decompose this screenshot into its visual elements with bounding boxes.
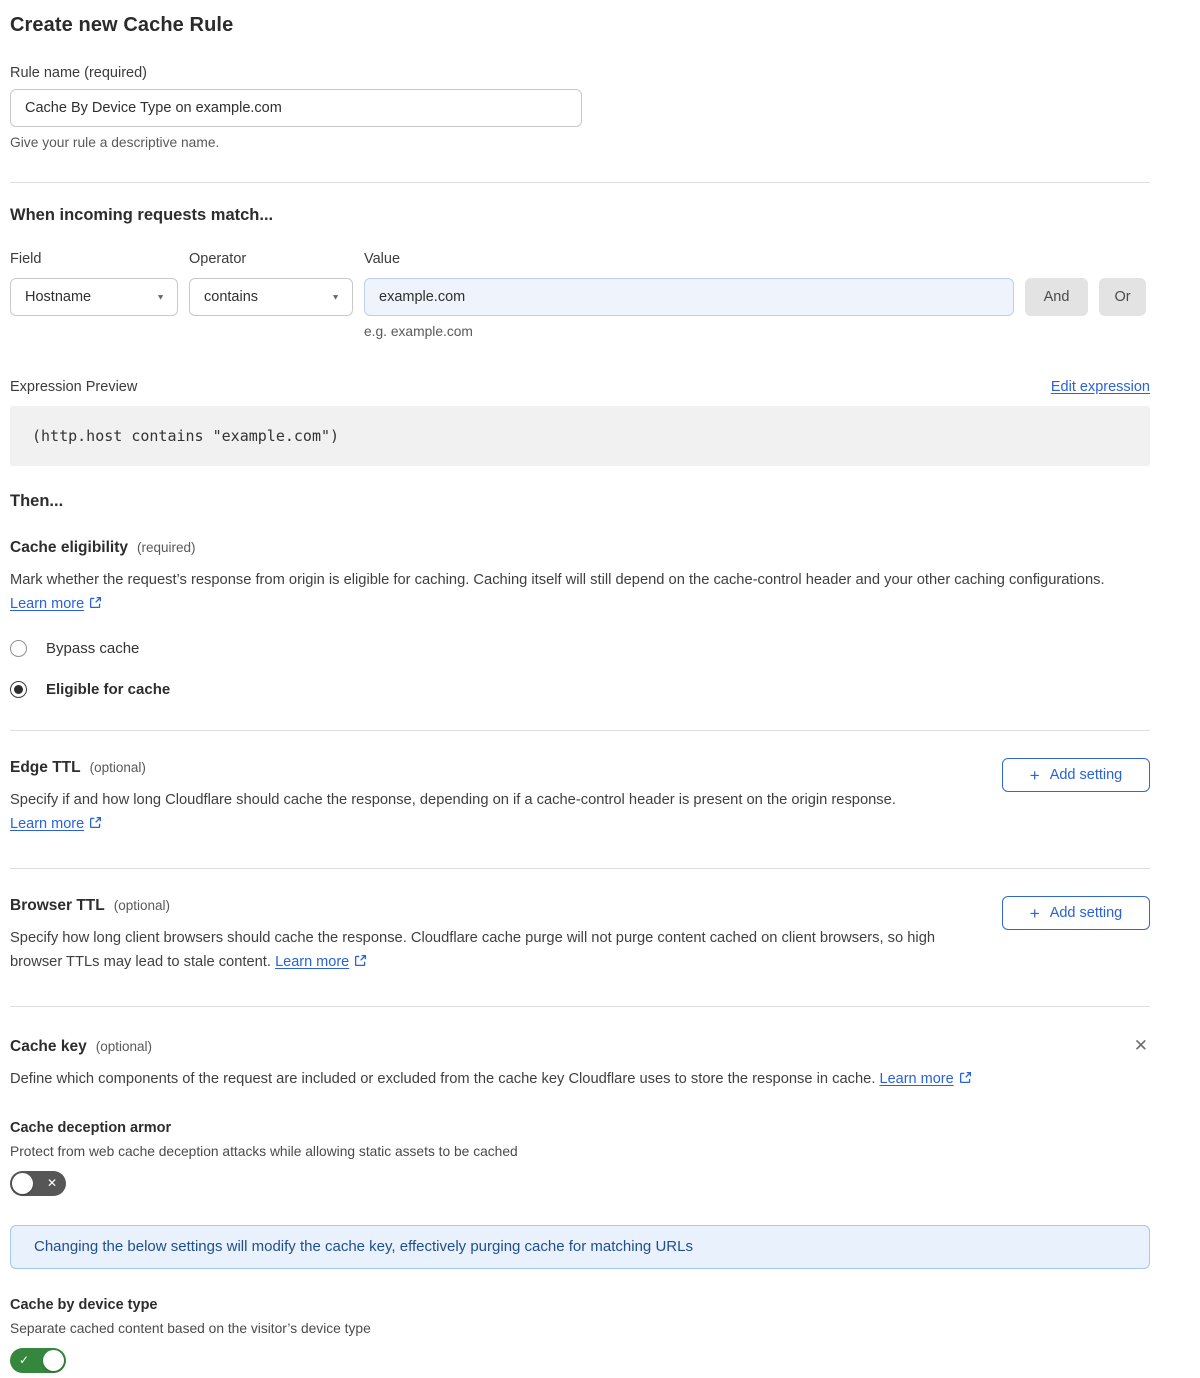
field-select[interactable] [10, 278, 178, 316]
edge-ttl-content [10, 731, 945, 836]
expression-preview-label: Expression Preview [10, 379, 138, 395]
toggle-knob [12, 1173, 33, 1194]
operator-label: Operator [189, 251, 247, 267]
description-text: Specify if and how long Cloudflare should cache the response, depending on if a cache-control header is present on the origin response. [10, 792, 896, 808]
learn-more-label: Learn more [10, 815, 85, 832]
edge-ttl-title: Edge TTL [10, 759, 81, 776]
browser-ttl-content [10, 869, 945, 974]
description-text: Define which components of the request are included or excluded from the cache key Cloudflare uses to store the response in cache. [10, 1071, 876, 1087]
rule-name-help: Give your rule a descriptive name. [10, 135, 220, 150]
cache-key-warning-banner: Changing the below settings will modify the cache key, effectively purging cache for matching URLs [10, 1225, 1150, 1269]
cache-key-title: Cache key [10, 1038, 87, 1055]
cache-by-device-type-description: Separate cached content based on the visitor’s device type [10, 1320, 371, 1336]
plus-icon: + [1029, 765, 1040, 785]
cache-key-header [10, 1035, 1150, 1056]
edge-ttl-section [10, 731, 1150, 836]
check-icon: ✓ [19, 1352, 30, 1367]
bypass-cache-option[interactable] [10, 640, 1150, 657]
value-column [364, 249, 1014, 339]
eligible-for-cache-option[interactable] [10, 681, 1150, 698]
rule-name-label: Rule name (required) [10, 65, 148, 81]
or-button[interactable]: Or [1099, 278, 1146, 316]
value-help: e.g. example.com [364, 324, 473, 339]
edit-expression-link[interactable]: Edit expression [1050, 379, 1150, 395]
learn-more-label: Learn more [10, 595, 85, 612]
cache-deception-armor-description: Protect from web cache deception attacks while allowing static assets to be cached [10, 1143, 518, 1159]
match-heading: When incoming requests match... [10, 206, 274, 224]
cache-deception-armor-toggle[interactable] [10, 1171, 66, 1196]
expression-code: (http.host contains "example.com") [10, 406, 1150, 466]
add-setting-label: Add setting [1049, 905, 1123, 921]
cache-key-description [10, 1068, 1000, 1092]
cache-eligibility-header [10, 539, 1150, 557]
external-link-icon [89, 594, 102, 607]
eligible-for-cache-radio[interactable] [10, 681, 27, 698]
external-link-icon [959, 1069, 972, 1082]
add-setting-label: Add setting [1049, 767, 1123, 783]
bypass-cache-radio[interactable] [10, 640, 27, 657]
cache-eligibility-title: Cache eligibility [10, 539, 129, 556]
edge-ttl-add-setting-button[interactable] [1002, 758, 1150, 792]
description-text: Specify how long client browsers should cache the response. Cloudflare cache purge will not purge content cached on client browsers, so high browser TTLs may lead to stale content. [10, 930, 936, 970]
operator-column [189, 249, 353, 316]
learn-more-link[interactable] [10, 596, 102, 612]
bypass-cache-label: Bypass cache [46, 640, 140, 657]
browser-ttl-title: Browser TTL [10, 897, 105, 914]
field-label: Field [10, 251, 42, 267]
browser-ttl-header [10, 897, 945, 915]
close-icon[interactable]: ✕ [1133, 1036, 1148, 1055]
page-title: Create new Cache Rule [10, 14, 234, 36]
edge-ttl-header [10, 759, 945, 777]
divider [10, 182, 1150, 183]
then-heading: Then... [10, 492, 64, 510]
browser-ttl-description [10, 927, 945, 974]
chevron-down-icon: ▼ [156, 292, 165, 302]
toggle-knob [43, 1350, 64, 1371]
value-label: Value [364, 251, 401, 267]
external-link-icon [89, 814, 102, 827]
cache-key-section [10, 1035, 1150, 1378]
cache-key-qualifier: (optional) [95, 1039, 152, 1054]
plus-icon: + [1029, 903, 1040, 923]
learn-more-link[interactable] [275, 954, 367, 970]
x-icon: ✕ [46, 1175, 57, 1190]
browser-ttl-section [10, 869, 1150, 974]
browser-ttl-add-setting-button[interactable] [1002, 896, 1150, 930]
cache-by-device-type-title: Cache by device type [10, 1296, 158, 1313]
cache-eligibility-description [10, 569, 1150, 616]
cache-by-device-type-toggle[interactable] [10, 1348, 66, 1373]
and-button[interactable]: And [1025, 278, 1088, 316]
expression-header [10, 379, 1150, 395]
learn-more-label: Learn more [275, 953, 350, 970]
learn-more-link[interactable] [880, 1071, 972, 1087]
cache-eligibility-qualifier: (required) [137, 540, 196, 555]
field-select-value: Hostname [25, 289, 92, 305]
chevron-down-icon: ▼ [331, 292, 340, 302]
rule-name-input[interactable] [10, 89, 582, 127]
edge-ttl-qualifier: (optional) [89, 760, 146, 775]
operator-select-value: contains [204, 289, 259, 305]
value-input[interactable] [364, 278, 1014, 316]
eligible-for-cache-label: Eligible for cache [46, 681, 171, 698]
match-condition-row [10, 249, 1150, 339]
learn-more-label: Learn more [879, 1071, 954, 1087]
divider [10, 1006, 1150, 1007]
description-text: Mark whether the request’s response from origin is eligible for caching. Caching itself will still depend on the cache-control header and your other caching configurations. [10, 572, 1105, 588]
operator-select[interactable] [189, 278, 353, 316]
external-link-icon [354, 952, 367, 965]
learn-more-link[interactable] [10, 816, 102, 832]
cache-deception-armor-title: Cache deception armor [10, 1119, 172, 1136]
field-column [10, 249, 178, 316]
edge-ttl-description [10, 789, 945, 836]
browser-ttl-qualifier: (optional) [113, 898, 171, 913]
